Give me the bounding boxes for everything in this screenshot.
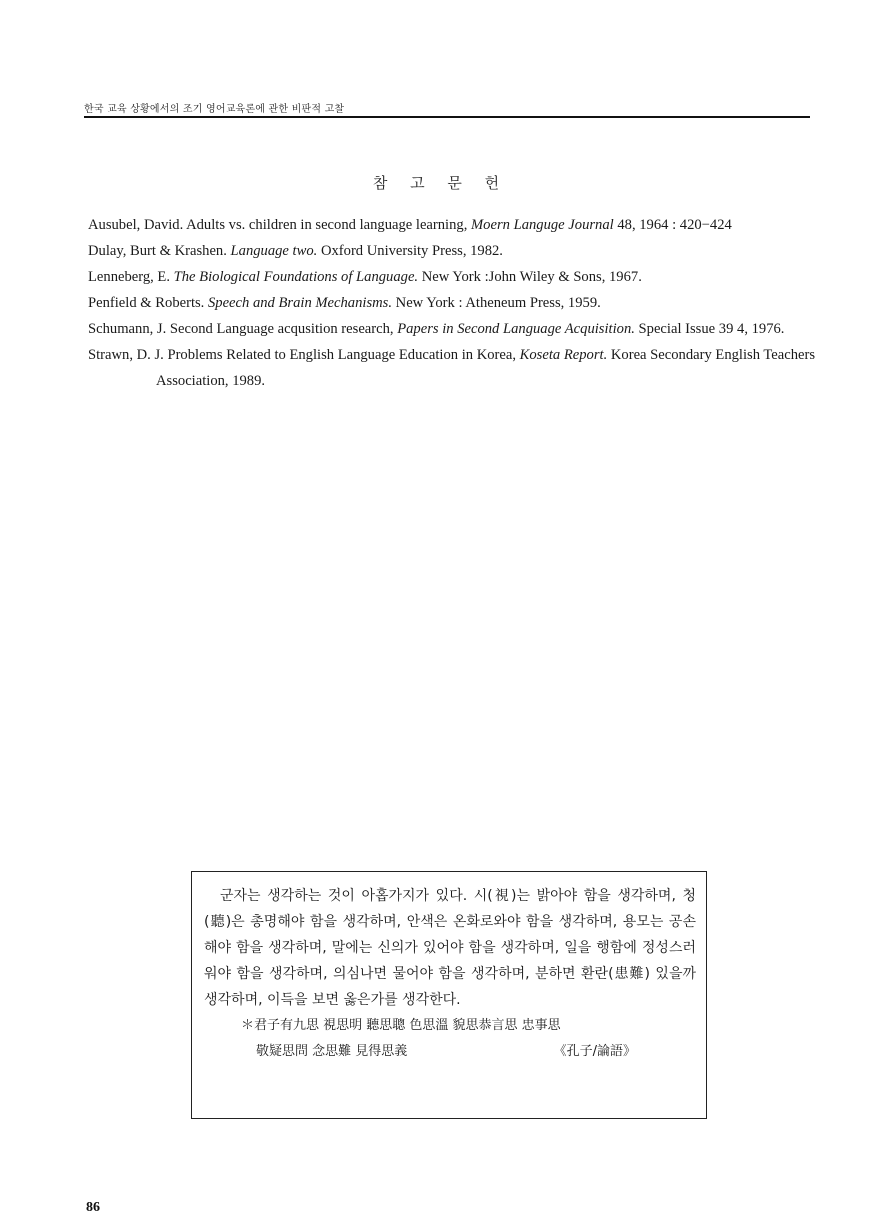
reference-source-title: Speech and Brain Mechanisms. <box>207 295 392 311</box>
reference-list <box>88 212 816 394</box>
reference-entry <box>88 264 816 290</box>
reference-text: 48, 1964 : 420−424 <box>613 217 732 233</box>
reference-text: Oxford University Press, 1982. <box>317 243 503 259</box>
reference-text: Special Issue 39 4, 1976. <box>634 321 785 337</box>
quote-hanja-line-1: ＊君子有九思 視思明 聽思聰 色思溫 貌思恭言思 忠事思 <box>241 1018 561 1033</box>
reference-entry <box>88 290 816 316</box>
reference-entry <box>88 212 816 238</box>
reference-source-title: Language two. <box>230 243 318 259</box>
reference-text: Ausubel, David. Adults vs. children in second language learning, <box>88 217 472 233</box>
reference-source-title: Koseta Report. <box>519 347 608 363</box>
reference-source-title: Papers in Second Language Acquisition. <box>397 321 635 337</box>
reference-entry <box>88 316 816 342</box>
reference-entry <box>88 342 816 394</box>
reference-text: Strawn, D. J. Problems Related to English Language Education in Korea, <box>88 347 520 363</box>
header-rule <box>84 116 810 118</box>
reference-text: New York : Atheneum Press, 1959. <box>392 295 601 311</box>
quote-hanja-line-2-text: 敬疑思問 念思難 見得思義 <box>256 1044 408 1059</box>
reference-text: New York :John Wiley & Sons, 1967. <box>418 269 642 285</box>
quote-box <box>191 871 707 1119</box>
quote-hanja-line-2 <box>204 1039 636 1065</box>
reference-text: Korea Secondary English Teachers Association, 1989. <box>156 347 816 389</box>
quote-source: 《孔子/論語》 <box>553 1044 636 1059</box>
reference-source-title: The Biological Foundations of Language. <box>173 269 419 285</box>
reference-text: Lenneberg, E. <box>88 269 174 285</box>
reference-source-title: Moern Languge Journal <box>471 217 614 233</box>
page-number: 86 <box>86 1200 100 1215</box>
running-header: 한국 교육 상황에서의 조기 영어교육론에 관한 비판적 고찰 <box>84 104 345 115</box>
references-title: 참 고 문 헌 <box>372 174 509 192</box>
reference-text: Schumann, J. Second Language acqusition research, <box>88 321 398 337</box>
reference-text: Penfield & Roberts. <box>88 295 208 311</box>
quote-korean-text: 군자는 생각하는 것이 아홉가지가 있다. 시(視)는 밝아야 함을 생각하며, 청(聽)은 총명해야 함을 생각하며, 안색은 온화로와야 함을 생각하며, 용모는 공손해야 함을 생각하며, 말에는 신의가 있어야 함을 생각하며, 일을 행함에 정성스러워야 함을 생각하며, 의심나면 물어야 함을 생각하며, 분하면 환란(患難) 있을까 생각하며, 이득을 보면 옳은가를 생각한다. <box>204 888 696 1008</box>
reference-entry <box>88 238 816 264</box>
reference-text: Dulay, Burt & Krashen. <box>88 243 231 259</box>
